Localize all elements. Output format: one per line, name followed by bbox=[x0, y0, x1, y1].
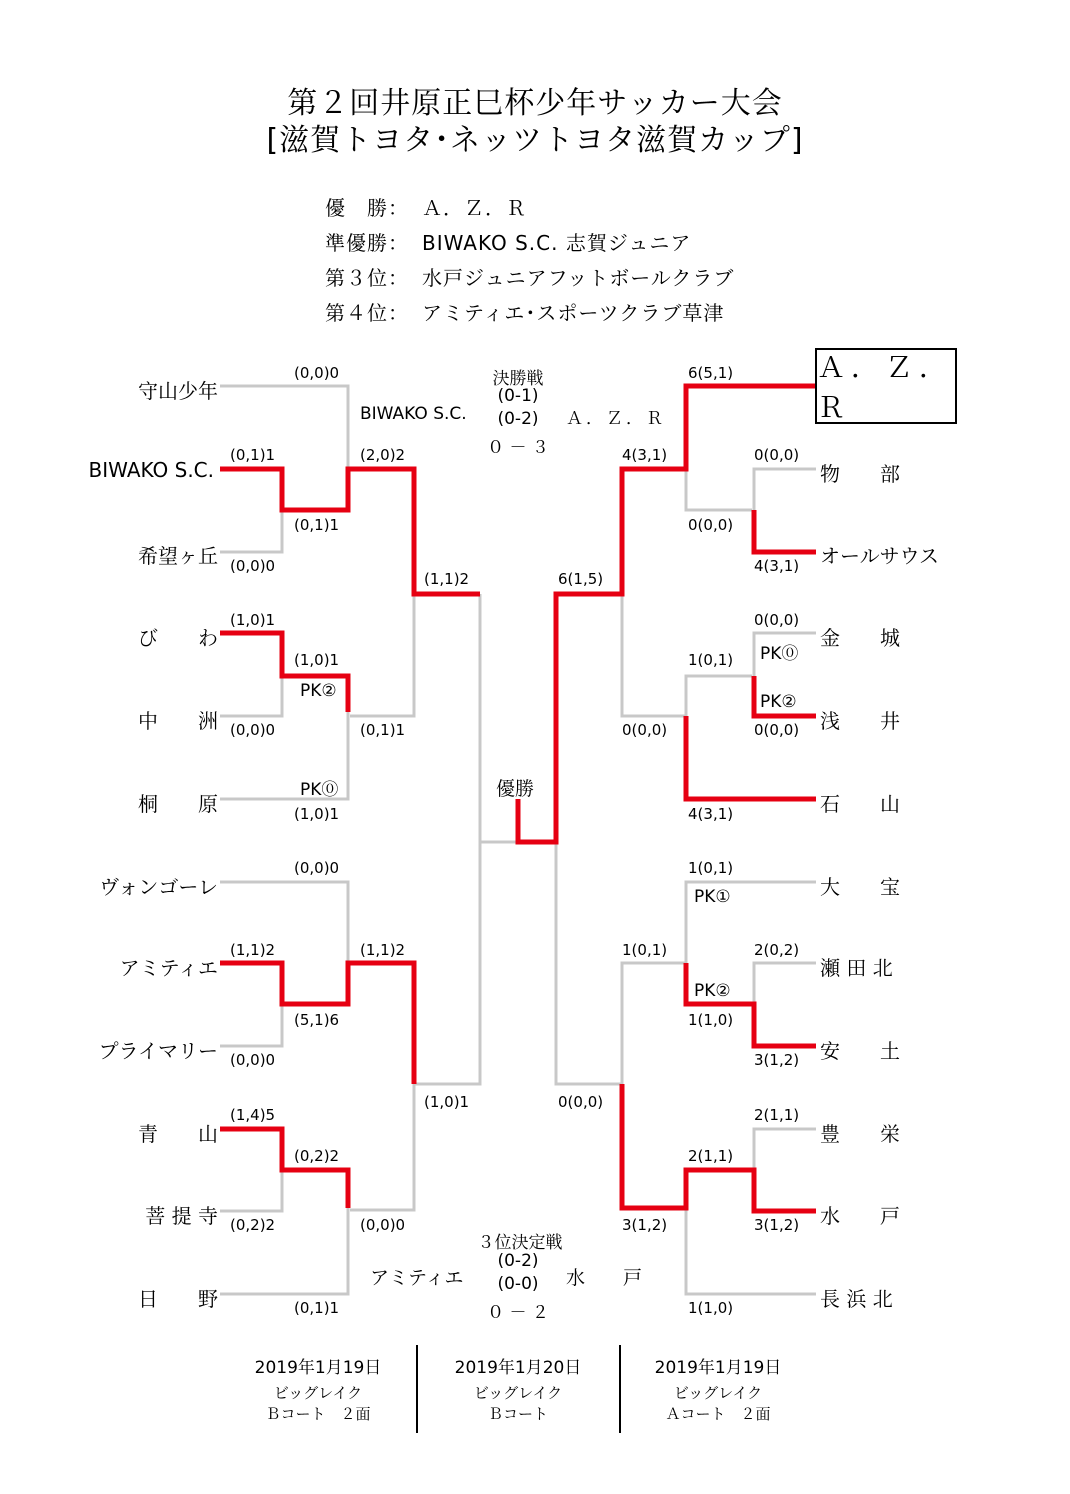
team-left-5: 中 洲 bbox=[138, 709, 218, 733]
line-right-sf2 bbox=[556, 842, 622, 1084]
score-right: 3(1,2) bbox=[754, 1216, 800, 1234]
score-left: (1,0)1 bbox=[230, 611, 276, 629]
line-right-r2b bbox=[686, 676, 752, 799]
red-allsouth bbox=[754, 510, 816, 552]
score-left: (0,2)2 bbox=[294, 1147, 340, 1165]
score-right: 6(5,1) bbox=[688, 364, 734, 382]
pk-left: PK② bbox=[300, 681, 337, 701]
team-right-9: 豊 栄 bbox=[820, 1122, 900, 1146]
final-right-team: Ａ．Ｚ．Ｒ bbox=[566, 409, 666, 429]
line-houei bbox=[754, 1129, 816, 1170]
score-left: (0,1)1 bbox=[294, 516, 340, 534]
venue-date-1: 2019年1月19日 bbox=[254, 1358, 382, 1378]
line-kibogaoka bbox=[220, 510, 282, 552]
team-left-8: アミティエ bbox=[119, 956, 218, 980]
team-left-9: プライマリー bbox=[98, 1039, 218, 1063]
result-label-3: 第３位： bbox=[325, 266, 409, 290]
red-azuchi bbox=[686, 963, 816, 1046]
venue-court-1: Ｂコート ２面 bbox=[265, 1405, 371, 1423]
score-left: (1,1)2 bbox=[424, 570, 470, 588]
score-left: (1,4)5 bbox=[230, 1106, 276, 1124]
line-setakita bbox=[754, 963, 816, 1004]
third-right-team: 水 戸 bbox=[566, 1267, 643, 1289]
score-right: 0(0,0) bbox=[754, 611, 800, 629]
final-half2: (0-2) bbox=[497, 409, 539, 429]
score-right: 2(0,2) bbox=[754, 941, 800, 959]
line-left-r2b bbox=[350, 594, 414, 716]
score-left: (1,1)2 bbox=[230, 941, 276, 959]
score-right: 0(0,0) bbox=[558, 1093, 604, 1111]
pk-right: PK② bbox=[694, 981, 731, 1001]
score-left: (5,1)6 bbox=[294, 1011, 340, 1029]
result-value-1: Ａ．Ｚ．Ｒ bbox=[422, 196, 527, 220]
result-label-4: 第４位： bbox=[325, 301, 409, 325]
score-right: 3(1,2) bbox=[754, 1051, 800, 1069]
team-right-1: 物 部 bbox=[820, 462, 900, 486]
team-right-4: 浅 井 bbox=[820, 709, 900, 733]
team-left-12: 日 野 bbox=[138, 1287, 218, 1311]
final-title: 決勝戦 bbox=[492, 369, 544, 389]
third-title: ３位決定戦 bbox=[477, 1233, 563, 1253]
team-right-11: 長 浜 北 bbox=[820, 1287, 893, 1311]
venue-place-1: ビッグレイク bbox=[273, 1384, 363, 1402]
final-score: ０ － ３ bbox=[487, 438, 549, 458]
final-half1: (0-1) bbox=[497, 386, 539, 406]
score-right: 4(3,1) bbox=[622, 446, 668, 464]
line-left-sf2 bbox=[414, 842, 480, 1084]
result-label-2: 準優勝： bbox=[325, 231, 409, 255]
team-right-5: 石 山 bbox=[820, 792, 900, 816]
score-right: 2(1,1) bbox=[754, 1106, 800, 1124]
team-right-6: 大 宝 bbox=[820, 875, 900, 899]
score-left: (0,0)0 bbox=[230, 1051, 276, 1069]
score-right: 1(0,1) bbox=[688, 859, 734, 877]
score-left: (0,2)2 bbox=[230, 1216, 276, 1234]
line-primary bbox=[220, 1004, 282, 1046]
third-half2: (0-0) bbox=[497, 1274, 539, 1294]
score-left: (2,0)2 bbox=[360, 446, 406, 464]
team-left-1: 守山少年 bbox=[138, 379, 218, 403]
pk-right: PK② bbox=[760, 692, 797, 712]
third-score: ０ － ２ bbox=[487, 1303, 549, 1323]
team-left-7: ヴォンゴーレ bbox=[99, 875, 218, 899]
score-right: 1(1,0) bbox=[688, 1299, 734, 1317]
team-left-3: 希望ヶ丘 bbox=[138, 544, 218, 568]
score-right: 4(3,1) bbox=[688, 805, 734, 823]
result-label-1: 優 勝： bbox=[325, 196, 409, 220]
score-right: 1(0,1) bbox=[622, 941, 668, 959]
score-right: 4(3,1) bbox=[754, 557, 800, 575]
pk-right: PK① bbox=[694, 887, 731, 907]
team-left-4: び わ bbox=[138, 626, 218, 650]
score-right: 0(0,0) bbox=[622, 721, 668, 739]
final-left-team: BIWAKO S.C. bbox=[360, 404, 467, 424]
team-left-6: 桐 原 bbox=[138, 792, 218, 816]
team-right-7: 瀬 田 北 bbox=[820, 956, 893, 980]
result-value-4: アミティエ･スポーツクラブ草津 bbox=[422, 301, 725, 325]
score-right: 1(0,1) bbox=[688, 651, 734, 669]
score-left: (0,0)0 bbox=[360, 1216, 406, 1234]
score-left: (1,0)1 bbox=[294, 805, 340, 823]
third-half1: (0-2) bbox=[497, 1251, 539, 1271]
score-right: 1(1,0) bbox=[688, 1011, 734, 1029]
score-right: 0(0,0) bbox=[688, 516, 734, 534]
score-left: (1,1)2 bbox=[360, 941, 406, 959]
line-right-qf1 bbox=[622, 594, 686, 716]
score-left: (0,0)0 bbox=[230, 721, 276, 739]
team-left-10: 青 山 bbox=[138, 1122, 218, 1146]
team-right-2: オールサウス bbox=[820, 544, 939, 568]
score-left: (0,0)0 bbox=[294, 364, 340, 382]
venue-place-2: ビッグレイク bbox=[473, 1384, 563, 1402]
team-right-3: 金 城 bbox=[820, 626, 900, 650]
team-left-2: BIWAKO S.C. bbox=[88, 458, 214, 482]
line-nakasu bbox=[220, 676, 282, 716]
score-left: (1,0)1 bbox=[294, 651, 340, 669]
line-bodaiji bbox=[220, 1170, 282, 1211]
score-right: 0(0,0) bbox=[754, 446, 800, 464]
score-left: (0,0)0 bbox=[294, 859, 340, 877]
pk-right: PK⓪ bbox=[760, 644, 799, 664]
title-line-1: 第２回井原正巳杯少年サッカー大会 bbox=[287, 86, 783, 121]
line-right-r2a bbox=[686, 386, 752, 510]
venue-court-3: Ａコート ２面 bbox=[665, 1405, 771, 1423]
score-left: (0,1)1 bbox=[360, 721, 406, 739]
score-left: (1,0)1 bbox=[424, 1093, 470, 1111]
score-right: 3(1,2) bbox=[622, 1216, 668, 1234]
line-right-qf2 bbox=[622, 963, 686, 1084]
venue-date-2: 2019年1月20日 bbox=[454, 1358, 582, 1378]
winner-label: 優勝 bbox=[496, 778, 535, 800]
score-left: (0,0)0 bbox=[230, 557, 276, 575]
line-left-r2d bbox=[350, 1084, 414, 1210]
champion-box: Ａ．Ｚ．Ｒ bbox=[815, 348, 957, 424]
team-left-11: 菩 提 寺 bbox=[145, 1204, 218, 1228]
line-monobe bbox=[754, 469, 816, 510]
pk-left: PK⓪ bbox=[300, 780, 339, 800]
team-right-8: 安 土 bbox=[820, 1039, 900, 1063]
score-right: 6(1,5) bbox=[558, 570, 604, 588]
result-value-2: BIWAKO S.C. 志賀ジュニア bbox=[422, 231, 692, 255]
score-right: 2(1,1) bbox=[688, 1147, 734, 1165]
score-right: 0(0,0) bbox=[754, 721, 800, 739]
score-left: (0,1)1 bbox=[230, 446, 276, 464]
score-left: (0,1)1 bbox=[294, 1299, 340, 1317]
team-right-10: 水 戸 bbox=[820, 1204, 900, 1228]
red-aoyama bbox=[220, 1129, 348, 1208]
title-line-2: [滋賀トヨタ･ネッツトヨタ滋賀カップ] bbox=[266, 123, 804, 158]
venue-court-2: Ｂコート bbox=[487, 1405, 548, 1423]
venue-date-3: 2019年1月19日 bbox=[654, 1358, 782, 1378]
venue-place-3: ビッグレイク bbox=[673, 1384, 763, 1402]
third-left-team: アミティエ bbox=[370, 1267, 464, 1289]
result-value-3: 水戸ジュニアフットボールクラブ bbox=[422, 266, 735, 290]
